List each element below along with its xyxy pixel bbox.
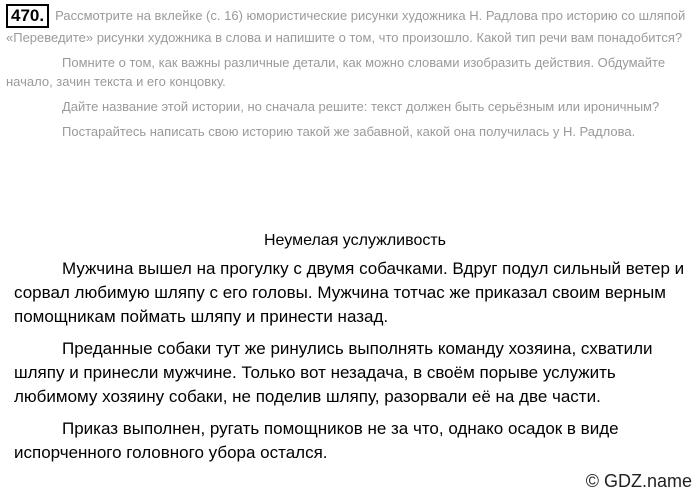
task-instruction-paragraph xyxy=(6,4,696,47)
task-hint-details: Помните о том, как важны различные детали, как можно словами изобразить действия. Обдумайте начало, зачин текста и его концовку. xyxy=(6,55,666,89)
task-instruction: Рассмотрите на вклейке (с. 16) юмористические рисунки художника Н. Радлова про историю со шляпой «Переведите» рисунки художника в слова и напишите о том, что произошло. Какой тип речи вам понадобится? xyxy=(6,8,686,45)
site-watermark: © GDZ.name xyxy=(585,471,692,491)
story-paragraph: Преданные собаки тут же ринулись выполнять команду хозяина, схватили шляпу и принесли мужчине. Только вот незадача, в своём порыве услужить любимому хозяину собаки, не поделив шляпу, разорвали её на две части. xyxy=(14,339,653,406)
story-paragraph: Приказ выполнен, ругать помощников не за что, однако осадок в виде испорченного головного убора остался. xyxy=(14,419,619,462)
exercise-task xyxy=(6,4,696,147)
story-title: Неумелая услужливость xyxy=(264,232,446,249)
exercise-number: 470. xyxy=(6,4,49,28)
answer-story xyxy=(14,229,696,473)
story-paragraph: Мужчина вышел на прогулку с двумя собачками. Вдруг подул сильный ветер и сорвал любимую шляпу с его головы. Мужчина тотчас же приказал своим верным помощникам поймать шляпу и принести назад. xyxy=(14,259,685,326)
task-hint-style: Постарайтесь написать свою историю такой же забавной, какой она получилась у Н. Радлова. xyxy=(62,124,636,139)
task-hint-title: Дайте название этой истории, но сначала решите: текст должен быть серьёзным или ироничным? xyxy=(62,99,660,114)
